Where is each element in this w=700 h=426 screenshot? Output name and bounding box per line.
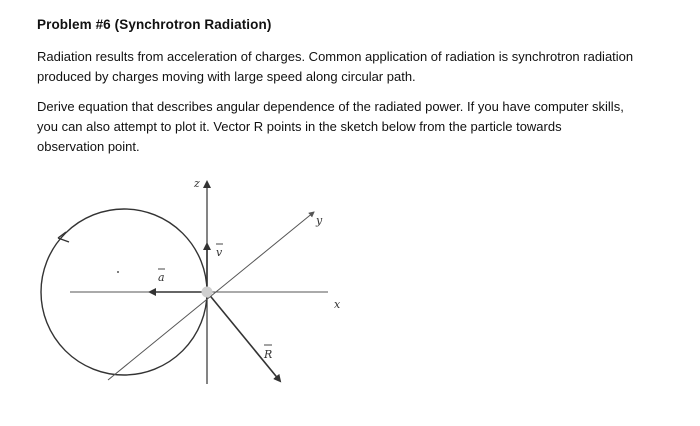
intro-line-2: produced by charges moving with large speed along circular path.	[37, 69, 416, 84]
label-v: v	[216, 246, 223, 259]
orbit-center-dot	[117, 271, 119, 273]
task-paragraph	[37, 97, 677, 157]
label-y: y	[316, 214, 323, 227]
label-z: z	[194, 177, 200, 190]
label-x: x	[334, 298, 341, 311]
label-r: R	[264, 348, 273, 361]
task-line-3: observation point.	[37, 139, 140, 154]
intro-paragraph	[37, 47, 677, 87]
intro-line-1: Radiation results from acceleration of charges. Common application of radiation is synchrotron radiation	[37, 49, 634, 64]
synchrotron-sketch	[38, 168, 350, 390]
task-line-1: Derive equation that describes angular dependence of the radiated power. If you have computer skills,	[37, 99, 624, 114]
r-vector	[207, 292, 280, 381]
task-line-2: you can also attempt to plot it. Vector R points in the sketch below from the particle towards	[37, 119, 562, 134]
particle	[202, 287, 213, 298]
label-a: a	[158, 271, 165, 284]
problem-title: Problem #6 (Synchrotron Radiation)	[37, 17, 272, 32]
